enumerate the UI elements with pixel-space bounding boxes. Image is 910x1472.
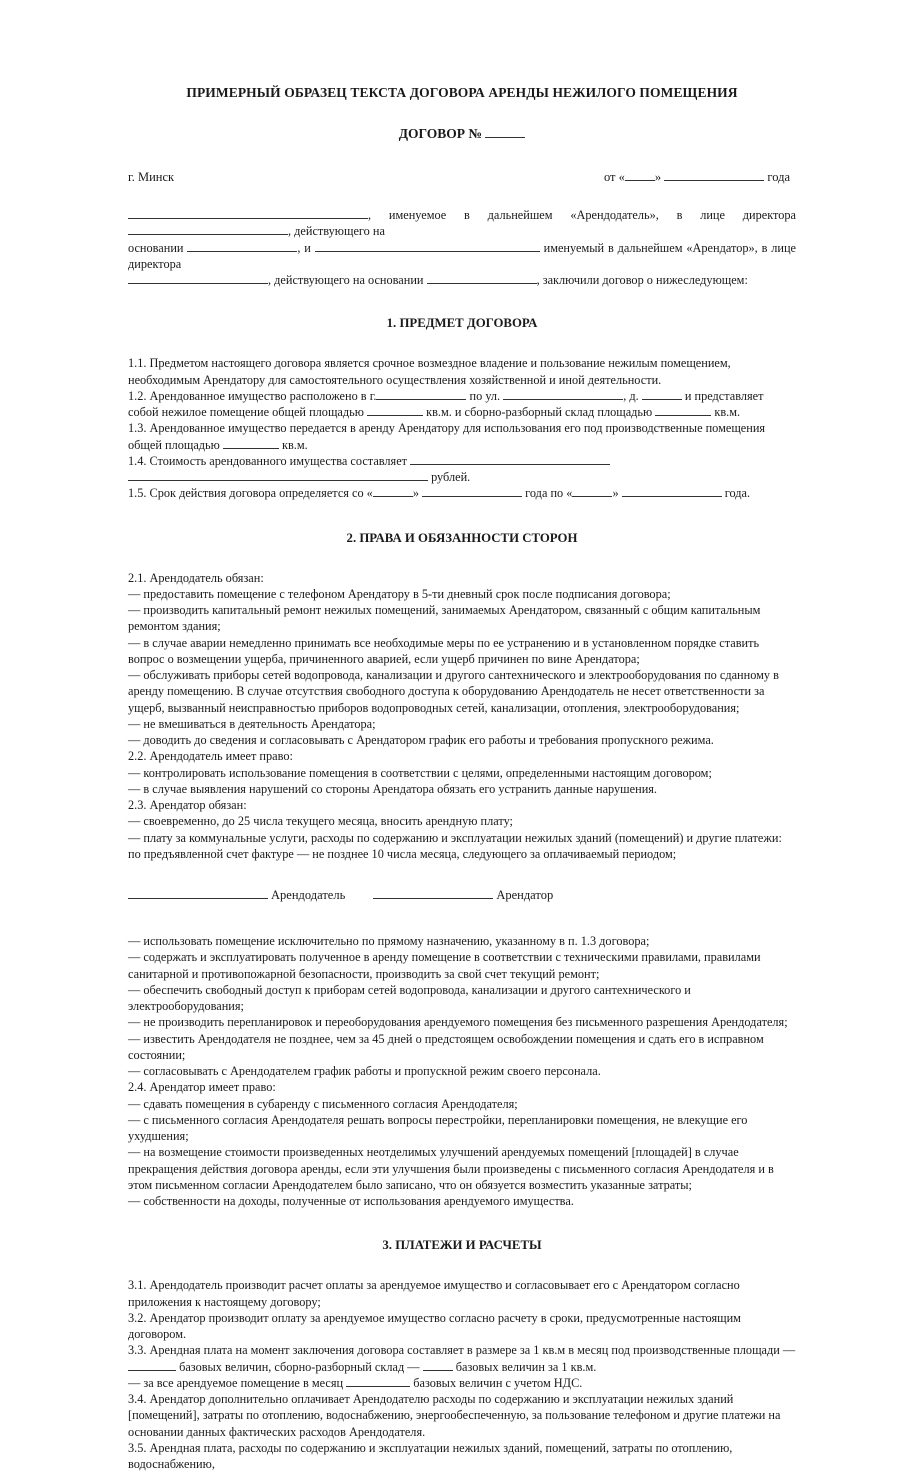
clause-item: — производить капитальный ремонт нежилых помещений, занимаемых Арендатором, связанный с общим капитальным ремонтом здания;: [128, 603, 761, 634]
clause-3-3-d: — за все арендуемое помещение в месяц: [128, 1375, 347, 1390]
end-month-blank: [622, 496, 722, 497]
start-month-blank: [422, 496, 522, 497]
section-3-body: [128, 1253, 796, 1472]
landlord-signature-blank: [128, 898, 268, 899]
clause-item: — контролировать использование помещения в соответствии с целями, определенными настоящим договором;: [128, 765, 712, 780]
clause-1-4-a: 1.4. Стоимость арендованного имущества составляет: [128, 453, 411, 468]
section-1-heading: 1. ПРЕДМЕТ ДОГОВОРА: [386, 316, 538, 331]
clause-3-3-a: 3.3. Арендная плата на момент заключения договора составляет в размере за 1 кв.м в месяц под производственные площади —: [128, 1343, 796, 1358]
contract-number-blank: [485, 137, 525, 138]
rate-blank-3: [346, 1386, 410, 1387]
clause-3-3: [128, 1342, 796, 1375]
house-blank: [642, 399, 682, 400]
clause-item: 2.1. Арендодатель обязан:: [128, 570, 264, 585]
clause-1-1: 1.1. Предметом настоящего договора является срочное возмездное владение и пользование нежилым помещением, необходимым Арендатору для самостоятельного осуществления хозяйственной и иной деятельности.: [128, 356, 731, 387]
value-blank-2: [128, 480, 428, 481]
date-month-blank: [664, 180, 764, 181]
date-suffix: года: [764, 170, 790, 184]
tenant-name-blank: [315, 251, 540, 252]
area-blank-1: [367, 415, 423, 416]
clause-item: — не вмешиваться в деятельность Арендатора;: [128, 716, 376, 731]
preamble-paragraph: [128, 185, 796, 288]
clause-item: — доводить до сведения и согласовывать с Арендатором график его работы и требования пропускного режима.: [128, 733, 714, 748]
section-2-heading: 2. ПРАВА И ОБЯЗАННОСТИ СТОРОН: [346, 530, 578, 545]
preamble-line1-b: , действующего на: [288, 224, 385, 239]
section-3-heading: 3. ПЛАТЕЖИ И РАСЧЕТЫ: [382, 1238, 542, 1253]
section-2-body-continued: [128, 907, 796, 1209]
clause-1-2: [128, 388, 796, 421]
clause-1-2-f: кв.м.: [711, 405, 741, 420]
tenant-signature-label: Арендатор: [496, 888, 554, 903]
clause-1-3-a: 1.3. Арендованное имущество передается в аренду Арендатору для использования его под производственные помещения общей площадью: [128, 421, 766, 452]
clause-1-2-b: по ул.: [466, 388, 504, 403]
clause-item: 2.3. Арендатор обязан:: [128, 798, 247, 813]
contract-number-heading: [128, 101, 796, 142]
clause-3-3-extra: [128, 1375, 796, 1391]
document-content: [128, 0, 796, 1472]
date-prefix: от «: [603, 170, 625, 184]
preamble-line2-a: основании: [128, 240, 188, 255]
clause-1-2-d: и представляет собой нежилое помещение общей площадью: [128, 388, 764, 420]
date-group: [604, 170, 796, 185]
preamble-line2-b: , и: [297, 240, 315, 255]
clause-item: — использовать помещение исключительно по прямому назначению, указанному в п. 1.3 договора;: [128, 934, 650, 949]
contract-number-label: ДОГОВОР №: [398, 126, 486, 141]
preamble-line1-a: , именуемое в дальнейшем «Арендодатель», в лице директора: [368, 208, 796, 222]
clause-item: 2.4. Арендатор имеет право:: [128, 1080, 276, 1095]
clause-1-5-c: года по «: [522, 486, 573, 501]
clause-item: — плату за коммунальные услуги, расходы по содержанию и эксплуатации нежилых зданий (помещений) и другие платежи: по предъявленной счет фактуре — не позднее 10 числа месяца, следующего за оплачиваемый периодом;: [128, 830, 782, 861]
landlord-signature-label: Арендодатель: [271, 888, 346, 903]
clause-item: — предоставить помещение с телефоном Арендатору в 5-ти дневный срок после подписания договора;: [128, 586, 671, 601]
tenant-director-blank: [128, 283, 268, 284]
clause-item: — собственности на доходы, полученные от использования арендуемого имущества.: [128, 1194, 574, 1209]
section-2-body: [128, 546, 796, 863]
preamble-line3-a: , действующего на основании: [268, 273, 427, 288]
date-mid: »: [654, 170, 665, 184]
clause-item: 2.2. Арендодатель имеет право:: [128, 749, 293, 764]
street-blank: [503, 399, 623, 400]
clause-1-5: [128, 485, 796, 501]
landlord-director-blank: [128, 234, 288, 235]
clause-3-1: 3.1. Арендодатель производит расчет оплаты за арендуемое имущество и согласовывает его с Арендатором согласно приложения к настоящему договору;: [128, 1278, 740, 1309]
landlord-basis-blank: [187, 251, 297, 252]
preamble-line3-b: , заключили договор о нижеследующем:: [536, 273, 748, 288]
clause-item: — известить Арендодателя не позднее, чем за 45 дней о предстоящем освобождении помещения и сдать его в исправном состоянии;: [128, 1031, 764, 1062]
clause-1-3: [128, 420, 796, 453]
clause-item: — сдавать помещения в субаренду с письменного согласия Арендодателя;: [128, 1096, 518, 1111]
clause-item: — не производить перепланировок и переоборудования арендуемого помещения без письменного разрешения Арендодателя;: [128, 1015, 788, 1030]
clause-1-4: [128, 453, 796, 486]
rate-blank-2: [423, 1370, 453, 1371]
clause-item: — согласовывать с Арендодателем график работы и пропускной режим своего персонала.: [128, 1064, 601, 1079]
place-and-date-row: [128, 142, 796, 185]
clause-1-2-a: 1.2. Арендованное имущество расположено в г.: [128, 388, 377, 403]
clause-1-3-b: кв.м.: [278, 437, 308, 452]
rate-blank-1: [128, 1370, 176, 1371]
clause-1-5-d: »: [612, 486, 622, 501]
clause-item: — содержать и эксплуатировать полученное в аренду помещение в соответствии с техническими правилами, правилами санитарной и противопожарной безопасности, производить за свой счет текущий ремонт;: [128, 950, 761, 981]
clause-item: — обеспечить свободный доступ к приборам сетей водопровода, канализации и другого сантехнического и электрооборудования;: [128, 982, 691, 1014]
clause-3-3-b: базовых величин, сборно-разборный склад —: [176, 1359, 423, 1374]
clause-item: — с письменного согласия Арендодателя решать вопросы перестройки, перепланировки помещения, не влекущие его ухудшения;: [128, 1112, 748, 1144]
tenant-signature-blank: [373, 898, 493, 899]
section-1-body: [128, 331, 796, 501]
clause-3-2: 3.2. Арендатор производит оплату за арендуемое имущество согласно расчету в сроки, предусмотренные настоящим договором.: [128, 1310, 741, 1342]
signature-block: [128, 862, 796, 907]
preamble-line2-c: именуемый в дальнейшем «Арендатор», в лице директора: [128, 240, 797, 271]
clause-1-2-c: , д.: [623, 388, 642, 403]
clause-3-5: 3.5. Арендная плата, расходы по содержанию и эксплуатации нежилых зданий, помещений, затраты по отоплению, водоснабжению,: [128, 1440, 733, 1472]
area-blank-3: [223, 448, 279, 449]
start-day-blank: [373, 496, 413, 497]
clause-item: — на возмещение стоимости произведенных неотделимых улучшений арендуемых помещений [площадей] в случае прекращения действия договора аренды, если эти улучшения были произведены с письменного согласия Арендодателя и в этом письменном согласии Арендодателем было записано, что он обязуется возместить указанные затраты;: [128, 1145, 774, 1192]
tenant-basis-blank: [427, 283, 537, 284]
clause-1-5-e: года.: [721, 486, 751, 501]
clause-1-4-b: рублей.: [428, 470, 471, 485]
clause-item: — своевременно, до 25 числа текущего месяца, вносить арендную плату;: [128, 814, 513, 829]
landlord-name-blank: [128, 218, 368, 219]
clause-3-3-c: базовых величин за 1 кв.м.: [452, 1359, 597, 1374]
end-day-blank: [572, 496, 612, 497]
clause-3-4: 3.4. Арендатор дополнительно оплачивает Арендодателю расходы по содержанию и эксплуатации нежилых зданий [помещений], затраты по отоплению, водоснабжению, энергообеспеченную, за пользование телефоном и другие платежи на основании данных фактических расходов Арендодателя.: [128, 1392, 781, 1439]
clause-1-5-a: 1.5. Срок действия договора определяется со «: [128, 486, 373, 501]
city-blank: [376, 399, 466, 400]
clause-item: — обслуживать приборы сетей водопровода, канализации и другого сантехнического и электрооборудования по сданному в аренду помещению. В случае отсутствия свободного доступа к оборудованию Арендодатель не несет ответственности за ущерб, вызванный неисправностью приборов водопроводных сетей, канализации, отопления, электрооборудования;: [128, 668, 779, 715]
date-day-blank: [625, 180, 655, 181]
clause-item: — в случае аварии немедленно принимать все необходимые меры по ее устранению и в установленном порядке ставить вопрос о возмещении ущерба, причиненного аварией, если ущерб причинен по вине Арендатора;: [128, 635, 760, 666]
clause-1-5-b: »: [412, 486, 423, 501]
city-label: г. Минск: [128, 170, 175, 184]
clause-item: — в случае выявления нарушений со стороны Арендатора обязать его устранить данные нарушения.: [128, 781, 657, 796]
area-blank-2: [655, 415, 711, 416]
clause-3-3-e: базовых величин с учетом НДС.: [410, 1375, 583, 1390]
value-blank-1: [410, 464, 610, 465]
clause-1-2-e: кв.м. и сборно-разборный склад площадью: [423, 405, 656, 420]
page-title: ПРИМЕРНЫЙ ОБРАЗЕЦ ТЕКСТА ДОГОВОРА АРЕНДЫ НЕЖИЛОГО ПОМЕЩЕНИЯ: [186, 85, 738, 100]
